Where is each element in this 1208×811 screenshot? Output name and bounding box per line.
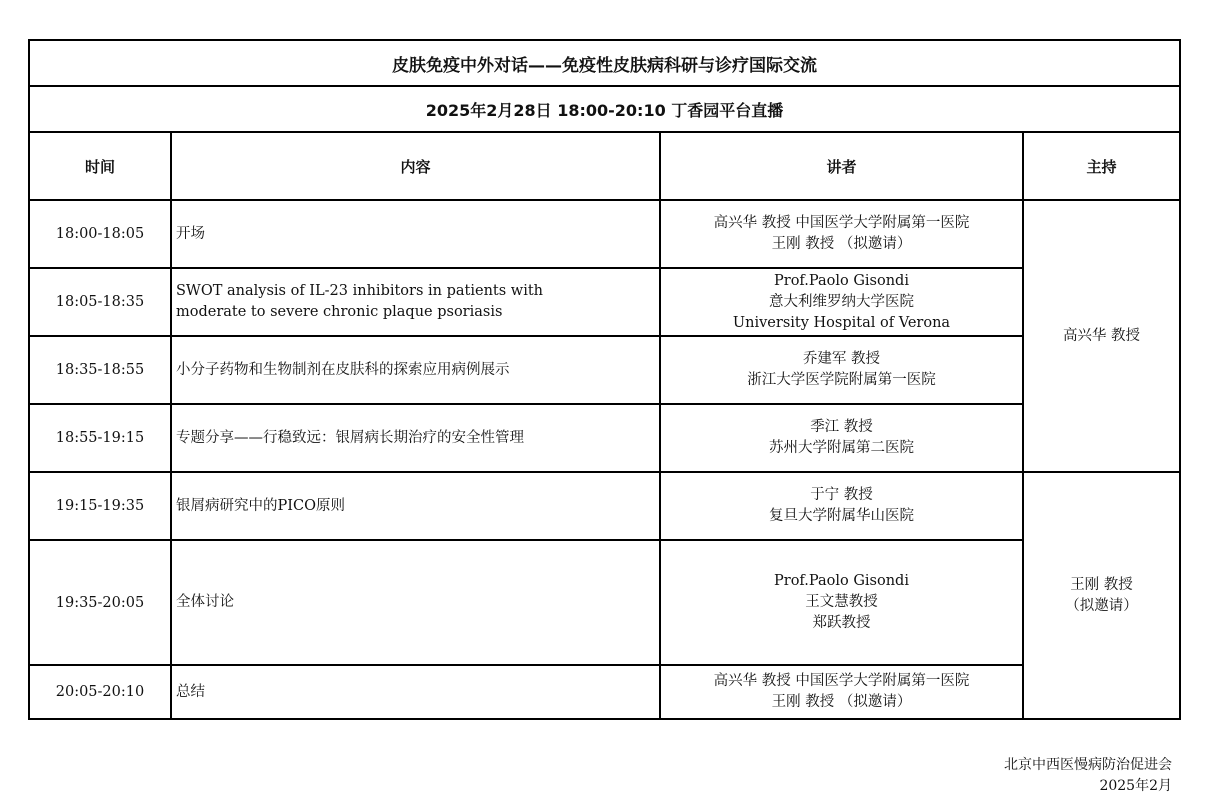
- speaker-line: 王文慧教授: [805, 594, 878, 610]
- time-cell: 19:35-20:05: [29, 540, 171, 665]
- time-cell: 18:55-19:15: [29, 404, 171, 472]
- table-row: [29, 540, 1180, 665]
- column-header-time: 时间: [29, 132, 171, 200]
- speaker-line: 季江 教授: [810, 419, 873, 435]
- content-line: 小分子药物和生物制剂在皮肤科的探索应用病例展示: [176, 361, 510, 378]
- content-cell: [171, 665, 660, 719]
- content-cell: [171, 404, 660, 472]
- time-cell: 20:05-20:10: [29, 665, 171, 719]
- speaker-line: University Hospital of Verona: [732, 314, 951, 331]
- table-row: [29, 200, 1180, 268]
- column-header-speaker: 讲者: [660, 132, 1023, 200]
- host-line: （拟邀请）: [1065, 597, 1138, 614]
- speaker-cell: [660, 268, 1023, 336]
- content-line: 专题分享——行稳致远：银屑病长期治疗的安全性管理: [176, 429, 524, 446]
- agenda-subtitle: 2025年2月28日 18:00-20:10 丁香园平台直播: [29, 86, 1180, 132]
- table-row: [29, 404, 1180, 472]
- content-cell: [171, 200, 660, 268]
- agenda-title: 皮肤免疫中外对话——免疫性皮肤病科研与诊疗国际交流: [29, 40, 1180, 86]
- content-cell: [171, 336, 660, 404]
- content-line: 银屑病研究中的PICO原则: [176, 497, 345, 514]
- footer-date: 2025年2月: [1099, 778, 1172, 794]
- speaker-line: 郑跃教授: [812, 615, 871, 631]
- speaker-cell: [660, 665, 1023, 719]
- speaker-line: 王刚 教授 （拟邀请）: [771, 236, 912, 252]
- content-line: SWOT analysis of IL-23 inhibitors in patients with: [176, 283, 544, 299]
- host-cell: [1023, 472, 1180, 719]
- speaker-line: Prof.Paolo Gisondi: [774, 272, 909, 289]
- speaker-cell: [660, 540, 1023, 665]
- footer-organization: 北京中西医慢病防治促进会: [1004, 757, 1172, 773]
- column-header-content: 内容: [171, 132, 660, 200]
- table-row: [29, 268, 1180, 336]
- speaker-line: Prof.Paolo Gisondi: [774, 573, 909, 589]
- content-cell: [171, 268, 660, 336]
- host-cell: [1023, 200, 1180, 472]
- speaker-line: 王刚 教授 （拟邀请）: [771, 694, 912, 710]
- time-cell: 18:00-18:05: [29, 200, 171, 268]
- speaker-line: 苏州大学附属第二医院: [769, 440, 914, 456]
- speaker-line: 乔建军 教授: [802, 351, 881, 367]
- host-line: 王刚 教授: [1070, 576, 1133, 593]
- content-line: 总结: [176, 683, 205, 700]
- speaker-cell: [660, 200, 1023, 268]
- content-line: moderate to severe chronic plaque psoriasis: [176, 304, 503, 320]
- footer: [1004, 755, 1172, 797]
- content-cell: [171, 540, 660, 665]
- speaker-line: 浙江大学医学院附属第一医院: [747, 372, 936, 388]
- content-line: 开场: [176, 225, 205, 242]
- speaker-line: 意大利维罗纳大学医院: [769, 293, 914, 310]
- content-line: 全体讨论: [176, 594, 234, 610]
- speaker-line: 高兴华 教授 中国医学大学附属第一医院: [713, 673, 970, 689]
- table-row: [29, 665, 1180, 719]
- time-cell: 18:35-18:55: [29, 336, 171, 404]
- time-cell: 19:15-19:35: [29, 472, 171, 540]
- host-line: 高兴华 教授: [1062, 327, 1141, 344]
- speaker-cell: [660, 404, 1023, 472]
- speaker-line: 复旦大学附属华山医院: [769, 508, 914, 524]
- table-row: [29, 472, 1180, 540]
- content-cell: [171, 472, 660, 540]
- table-row: [29, 336, 1180, 404]
- time-cell: 18:05-18:35: [29, 268, 171, 336]
- agenda-table: [28, 39, 1181, 720]
- column-header-host: 主持: [1023, 132, 1180, 200]
- speaker-cell: [660, 336, 1023, 404]
- speaker-line: 高兴华 教授 中国医学大学附属第一医院: [713, 215, 970, 231]
- speaker-line: 于宁 教授: [810, 487, 873, 503]
- speaker-cell: [660, 472, 1023, 540]
